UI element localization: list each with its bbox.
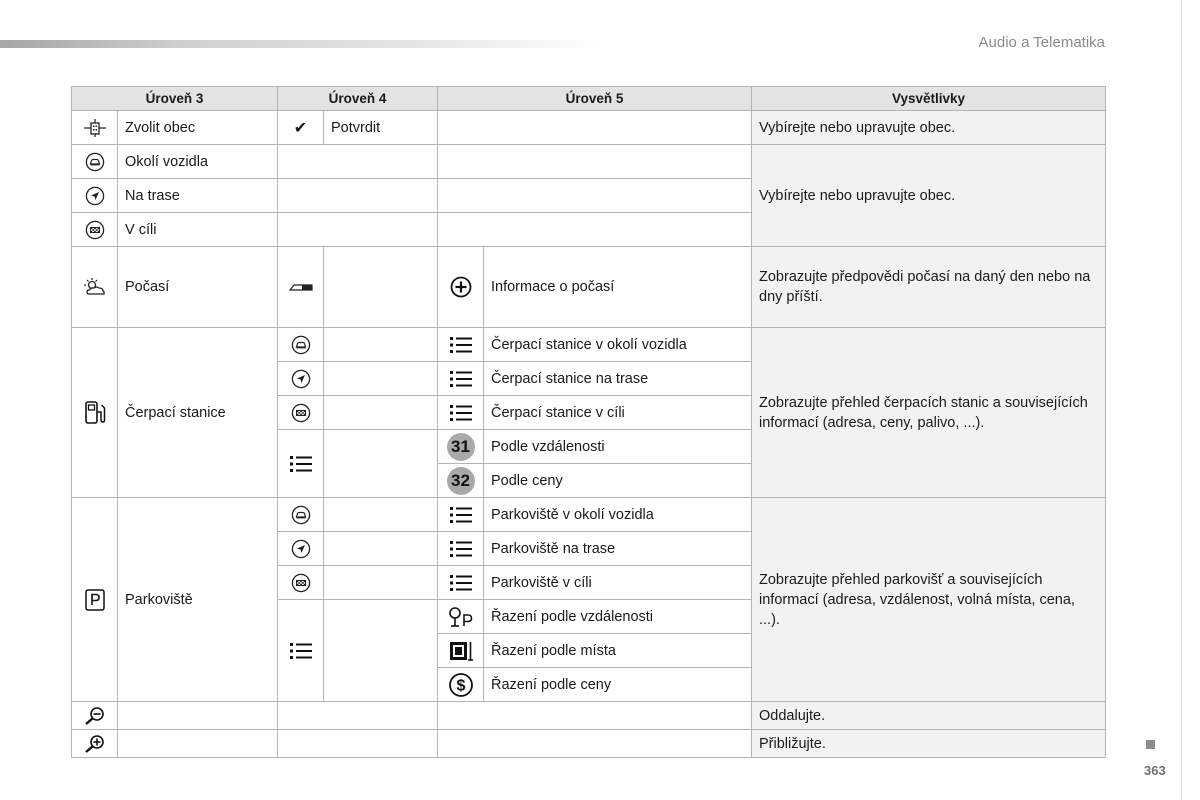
list-icon	[289, 454, 313, 474]
zoom-in-icon	[83, 734, 107, 754]
level5-sort-space: Řazení podle místa	[484, 634, 752, 668]
checkmark-icon: ✔	[293, 119, 308, 137]
navigation-arrow-icon	[291, 369, 311, 389]
level3-parking: Parkoviště	[118, 498, 278, 702]
badge-32-icon: 32	[447, 467, 475, 495]
fuel-pump-icon	[84, 400, 106, 426]
column-header-level5: Úroveň 5	[438, 87, 752, 111]
level5-sort-price: Řazení podle ceny	[484, 668, 752, 702]
page-number: 363	[1144, 763, 1166, 778]
level4-confirm: Potvrdit	[324, 111, 438, 145]
level5-parking-around: Parkoviště v okolí vozidla	[484, 498, 752, 532]
level3-on-route: Na trase	[118, 179, 278, 213]
slider-icon	[288, 282, 314, 292]
checkered-flag-icon	[291, 403, 311, 423]
navigation-arrow-icon	[291, 539, 311, 559]
city-select-icon	[72, 111, 118, 145]
level3-select-town: Zvolit obec	[118, 111, 278, 145]
list-icon	[449, 505, 473, 525]
header-gradient-bar	[0, 40, 605, 48]
list-icon	[449, 403, 473, 423]
plus-circle-icon	[450, 276, 472, 298]
list-icon	[449, 335, 473, 355]
vehicle-icon	[291, 335, 311, 355]
section-title: Audio a Telematika	[978, 34, 1105, 51]
explanation-fuel-stations: Zobrazujte přehled čerpacích stanic a souvisejících informací (adresa, ceny, palivo, ...).	[752, 328, 1106, 498]
list-icon	[449, 369, 473, 389]
page-edge-rule	[1181, 0, 1182, 800]
navigation-arrow-icon	[85, 186, 105, 206]
level5-parking-route: Parkoviště na trase	[484, 532, 752, 566]
zoom-out-icon	[83, 706, 107, 726]
explanation-select-town: Vybírejte nebo upravujte obec.	[752, 111, 1106, 145]
svg-text:$: $	[456, 677, 465, 694]
explanation-weather: Zobrazujte předpovědi počasí na daný den nebo na dny příští.	[752, 247, 1106, 328]
level5-sort-distance: Řazení podle vzdálenosti	[484, 600, 752, 634]
checkered-flag-icon	[291, 573, 311, 593]
level3-around-vehicle: Okolí vozidla	[118, 145, 278, 179]
level5-fuel-around: Čerpací stanice v okolí vozidla	[484, 328, 752, 362]
level5-fuel-destination: Čerpací stanice v cíli	[484, 396, 752, 430]
list-icon	[289, 641, 313, 661]
table-row	[72, 111, 1106, 145]
explanation-area-select: Vybírejte nebo upravujte obec.	[752, 145, 1106, 247]
weather-icon	[83, 277, 107, 297]
checkered-flag-icon	[85, 220, 105, 240]
explanation-zoom-in: Přibližujte.	[752, 730, 1106, 758]
column-header-level3: Úroveň 3	[72, 87, 278, 111]
level3-at-destination: V cíli	[118, 213, 278, 247]
menu-table	[71, 86, 1106, 758]
dollar-icon	[448, 672, 474, 698]
vehicle-icon	[85, 152, 105, 172]
table-row	[72, 247, 1106, 328]
parking-space-icon	[447, 640, 475, 662]
level5-parking-destination: Parkoviště v cíli	[484, 566, 752, 600]
column-header-explanation: Vysvětlivky	[752, 87, 1106, 111]
table-row	[72, 730, 1106, 758]
parking-icon	[84, 588, 106, 612]
level5-fuel-by-price: Podle ceny	[484, 464, 752, 498]
explanation-zoom-out: Oddalujte.	[752, 702, 1106, 730]
distance-parking-icon	[447, 606, 475, 628]
list-icon	[449, 539, 473, 559]
badge-31-icon: 31	[447, 433, 475, 461]
column-header-level4: Úroveň 4	[278, 87, 438, 111]
level5-fuel-route: Čerpací stanice na trase	[484, 362, 752, 396]
table-row	[72, 702, 1106, 730]
table-row	[72, 498, 1106, 532]
table-row	[72, 328, 1106, 362]
explanation-parking: Zobrazujte přehled parkovišť a souvisejících informací (adresa, vzdálenost, volná místa, cena, ...).	[752, 498, 1106, 702]
table-row	[72, 145, 1106, 179]
level5-weather-info: Informace o počasí	[484, 247, 752, 328]
vehicle-icon	[291, 505, 311, 525]
page-marker	[1146, 740, 1155, 749]
list-icon	[449, 573, 473, 593]
level3-fuel-stations: Čerpací stanice	[118, 328, 278, 498]
level3-weather: Počasí	[118, 247, 278, 328]
table-header-row	[72, 87, 1106, 111]
level5-fuel-by-distance: Podle vzdálenosti	[484, 430, 752, 464]
